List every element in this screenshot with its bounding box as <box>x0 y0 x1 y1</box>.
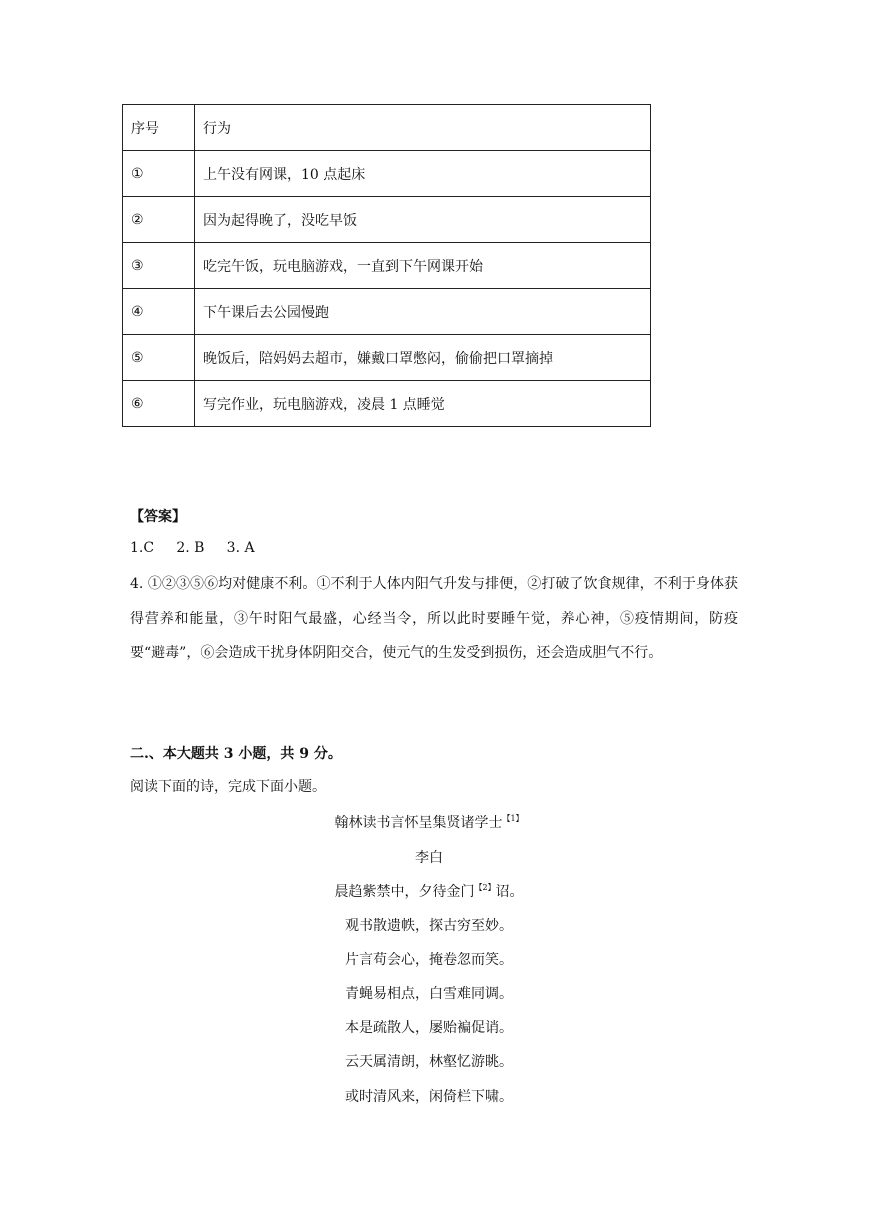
row-behavior: 下午课后去公园慢跑 <box>195 289 651 335</box>
header-behavior: 行为 <box>195 105 651 151</box>
poem-line <box>0 881 858 901</box>
table-row <box>123 335 651 381</box>
poem-line: 本是疏散人，屡贻褊促诮。 <box>345 1020 513 1036</box>
row-number: ② <box>123 197 195 243</box>
poem-line-text: 晨趋紫禁中，夕待金门 <box>334 884 475 900</box>
poem-line: 或时清风来，闲倚栏下啸。 <box>345 1089 513 1105</box>
header-number: 序号 <box>123 105 195 151</box>
table-header-row <box>123 105 651 151</box>
behavior-table <box>122 104 651 427</box>
poem-title <box>0 812 858 832</box>
row-number: ⑥ <box>123 381 195 427</box>
answer-explanation: 4. ①②③⑤⑥均对健康不利。①不利于人体内阳气升发与排便，②打破了饮食规律，不利于身体获得营养和能量，③午时阳气最盛，心经当令，所以此时要睡午觉，养心神，⑤疫情期间，防疫要“避毒”，⑥会造成干扰身体阴阳交合，使元气的生发受到损伤，还会造成胆气不行。 <box>130 576 738 661</box>
section-heading: 二.、本大题共 3 小题，共 9 分。 <box>130 746 342 762</box>
row-behavior: 因为起得晚了，没吃早饭 <box>195 197 651 243</box>
answer-heading: 【答案】 <box>130 509 186 525</box>
row-number: ③ <box>123 243 195 289</box>
section-instruction: 阅读下面的诗，完成下面小题。 <box>130 779 326 795</box>
row-behavior: 吃完午饭，玩电脑游戏，一直到下午网课开始 <box>195 243 651 289</box>
poem-line-text: 诏。 <box>495 884 524 900</box>
table-row <box>123 151 651 197</box>
row-behavior: 写完作业，玩电脑游戏，凌晨 1 点睡觉 <box>195 381 651 427</box>
row-number: ① <box>123 151 195 197</box>
footnote-marker: 【2】 <box>474 883 496 892</box>
poem-line: 云天属清朗，林壑忆游眺。 <box>345 1054 513 1070</box>
poem-line: 青蝇易相点，白雪难同调。 <box>345 986 513 1002</box>
poem-author: 李白 <box>415 850 443 866</box>
table-row <box>123 197 651 243</box>
poem-line: 观书散遗帙，探古穷至妙。 <box>345 918 513 934</box>
table-row <box>123 289 651 335</box>
row-behavior: 上午没有网课，10 点起床 <box>195 151 651 197</box>
row-number: ④ <box>123 289 195 335</box>
poem-title-text: 翰林读书言怀呈集贤诸学士 <box>334 815 503 831</box>
table-row <box>123 243 651 289</box>
poem-line: 片言苟会心，掩卷忽而笑。 <box>345 952 513 968</box>
answer-choices: 1.C 2. B 3. A <box>130 540 255 556</box>
row-number: ⑤ <box>123 335 195 381</box>
footnote-marker: 【1】 <box>502 814 524 823</box>
row-behavior: 晚饭后，陪妈妈去超市，嫌戴口罩憋闷，偷偷把口罩摘掉 <box>195 335 651 381</box>
table-row <box>123 381 651 427</box>
